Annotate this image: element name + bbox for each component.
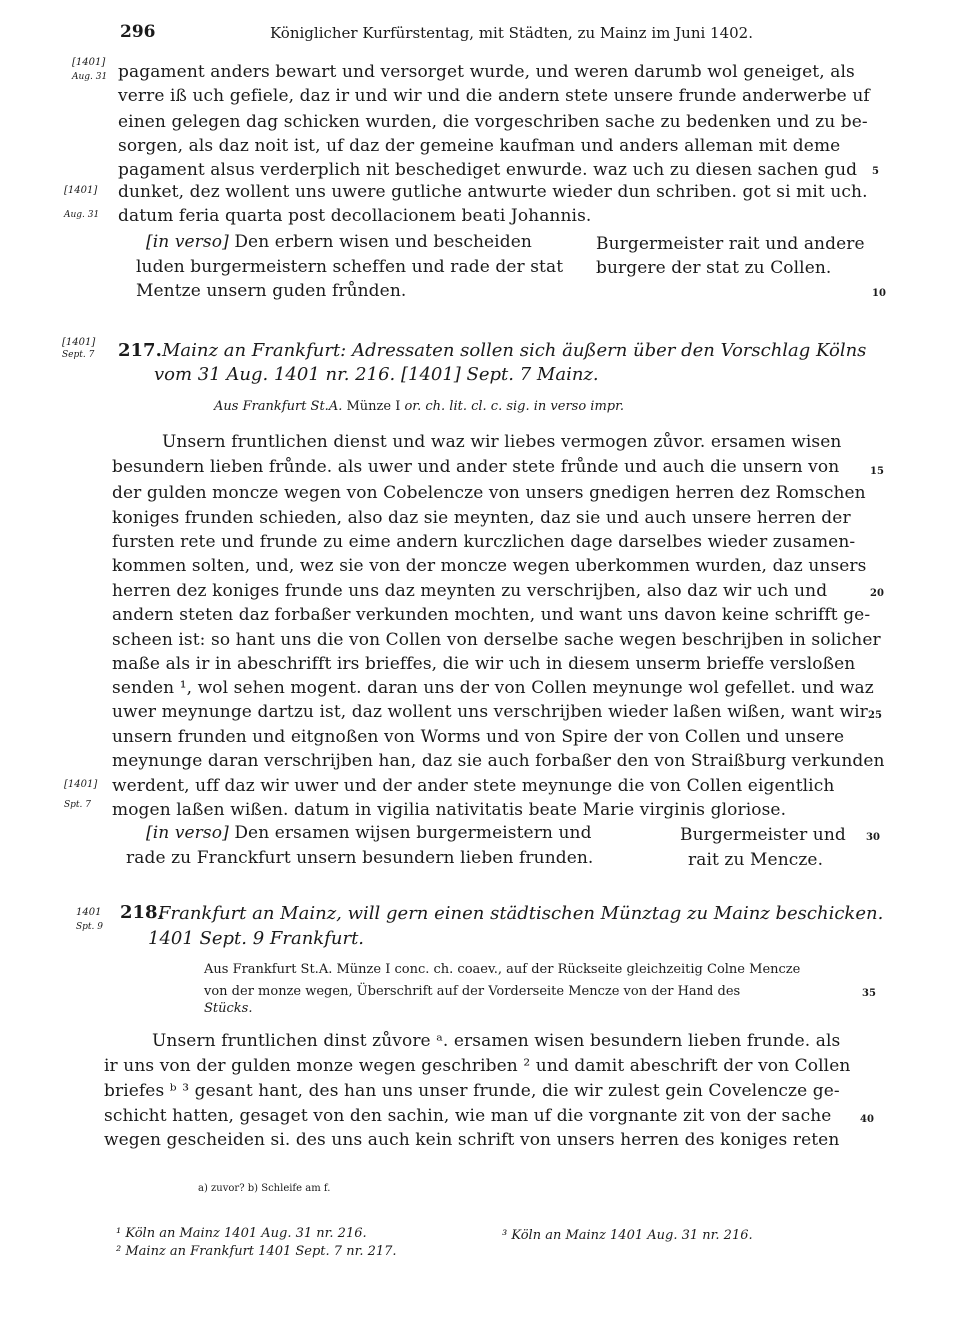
text-line: herren dez koniges frunde uns daz meynten zu verschrijben, also daz wir uch und bbox=[112, 581, 828, 601]
text-line: dunket, dez wollent uns uwere gutliche antwurte wieder dun schriben. got si mit uch. bbox=[118, 182, 868, 202]
source-line: von der monze wegen, Überschrift auf der Vorderseite Mencze von der Hand des bbox=[204, 984, 741, 999]
margin-date-day: Aug. 31 bbox=[64, 210, 100, 220]
address-right: Burgermeister und bbox=[680, 825, 846, 845]
footnote: ¹ Köln an Mainz 1401 Aug. 31 nr. 216. bbox=[116, 1226, 367, 1241]
text-line: koniges frunden schieden, also daz sie meynten, daz sie und auch unsere herren der bbox=[112, 508, 851, 528]
address-left: [in verso] Den erbern wisen und bescheiden bbox=[146, 232, 532, 252]
source-line: Aus Frankfurt St.A. Münze I conc. ch. coaev., auf der Rückseite gleichzeitig Colne Mencze bbox=[204, 962, 801, 977]
text-line: schicht hatten, gesaget von den sachin, wie man uf die vorgnante zit von der sache bbox=[104, 1106, 832, 1126]
margin-date-year: [1401] bbox=[64, 185, 98, 196]
line-number: 5 bbox=[872, 166, 879, 177]
document-number: 217. bbox=[118, 340, 162, 361]
text-line: briefes ᵇ ³ gesant hant, des han uns unser frunde, die wir zulest gein Covelencze ge- bbox=[104, 1081, 840, 1101]
text-line: pagament anders bewart und versorget wurde, und weren darumb wol geneiget, als bbox=[118, 62, 855, 82]
address-right: rait zu Mencze. bbox=[688, 850, 824, 870]
text-line: scheen ist: so hant uns die von Collen von derselbe sache wegen beschrijben in solicher bbox=[112, 630, 881, 650]
source-line: Aus Frankfurt St.A. Münze I or. ch. lit. cl. c. sig. in verso impr. bbox=[214, 399, 625, 414]
text-line: unsern frunden und eitgnoßen von Worms und von Spire der von Collen und unsere bbox=[112, 727, 845, 747]
margin-date-year: [1401] bbox=[72, 57, 106, 68]
line-number: 30 bbox=[866, 832, 880, 843]
line-number: 10 bbox=[872, 288, 886, 299]
text-line: pagament alsus verderplich nit beschediget enwurde. waz uch zu diesen sachen gud bbox=[118, 160, 858, 180]
text-line: Unsern fruntlichen dienst und waz wir liebes vermogen zůvor. ersamen wisen bbox=[162, 432, 842, 452]
running-title: Königlicher Kurfürstentag, mit Städten, zu Mainz im Juni 1402. bbox=[270, 24, 753, 42]
text-line: fursten rete und frunde zu eime andern kurczlichen dage darselbes wieder zusamen- bbox=[112, 532, 856, 552]
address-left: rade zu Franckfurt unsern besundern lieben frunden. bbox=[126, 848, 594, 868]
document-title: 1401 Sept. 9 Frankfurt. bbox=[148, 928, 365, 949]
line-number: 20 bbox=[870, 588, 884, 599]
line-number: 40 bbox=[860, 1114, 874, 1125]
in-verso-label: [in verso] bbox=[146, 232, 229, 252]
text-line: maße als ir in abeschrifft irs brieffes, die wir uch in diesem unserm brieffe versloßen bbox=[112, 654, 856, 674]
margin-date-day: Sept. 7 bbox=[62, 350, 95, 360]
margin-date-day: Aug. 31 bbox=[72, 72, 108, 82]
in-verso-label: [in verso] bbox=[146, 823, 229, 843]
text-line: senden ¹, wol sehen mogent. daran uns der von Collen meynunge wol gefellet. und waz bbox=[112, 678, 874, 698]
margin-date-year: 1401 bbox=[76, 907, 102, 918]
line-number: 25 bbox=[868, 710, 882, 721]
text-line: ir uns von der gulden monze wegen geschriben ² und damit abeschrift der von Collen bbox=[104, 1056, 851, 1076]
document-title: Frankfurt an Mainz, will gern einen städtischen Münztag zu Mainz beschicken. bbox=[158, 903, 884, 924]
document-title: vom 31 Aug. 1401 nr. 216. [1401] Sept. 7 Mainz. bbox=[154, 364, 599, 385]
critical-apparatus: a) zuvor? b) Schleife am f. bbox=[198, 1183, 331, 1194]
text-line: mogen laßen wißen. datum in vigilia nativitatis beate Marie virginis gloriose. bbox=[112, 800, 787, 820]
text-line: kommen solten, und, wez sie von der moncze wegen uberkommen wurden, daz unsers bbox=[112, 556, 867, 576]
address-left: Mentze unsern guden frůnden. bbox=[136, 281, 407, 301]
text-line: der gulden moncze wegen von Cobelencze von unsers gnedigen herren dez Romschen bbox=[112, 483, 866, 503]
footnote: ² Mainz an Frankfurt 1401 Sept. 7 nr. 217. bbox=[116, 1244, 397, 1259]
text-line: verre iß uch gefiele, daz ir und wir und die andern stete unsere frunde anderwerbe uf bbox=[118, 86, 870, 106]
text-line: besundern lieben frůnde. als uwer und ander stete frůnde und auch die unsern von bbox=[112, 457, 840, 477]
address-left: [in verso] Den ersamen wijsen burgermeistern und bbox=[146, 823, 592, 843]
document-number: 218. bbox=[120, 902, 164, 923]
footnote: ³ Köln an Mainz 1401 Aug. 31 nr. 216. bbox=[502, 1228, 753, 1243]
document-title: Mainz an Frankfurt: Adressaten sollen sich äußern über den Vorschlag Kölns bbox=[162, 340, 867, 361]
line-number: 15 bbox=[870, 466, 884, 477]
address-left: luden burgermeistern scheffen und rade der stat bbox=[136, 257, 564, 277]
text-line: werdent, uff daz wir uwer und der ander stete meynunge die von Collen eigentlich bbox=[112, 776, 835, 796]
text-line: einen gelegen dag schicken wurden, die vorgeschriben sache zu bedenken und zu be- bbox=[118, 112, 868, 132]
margin-date-year: [1401] bbox=[62, 337, 96, 348]
address-right: Burgermeister rait und andere bbox=[596, 234, 865, 254]
page-number: 296 bbox=[120, 22, 156, 42]
text-line: Unsern fruntlichen dinst zůvore ᵃ. ersamen wisen besundern lieben frunde. als bbox=[152, 1031, 841, 1051]
text-line: meynunge daran verschrijben han, daz sie auch forbaßer den von Straißburg verkunden bbox=[112, 751, 885, 771]
address-right: burgere der stat zu Collen. bbox=[596, 258, 832, 278]
line-number: 35 bbox=[862, 988, 876, 999]
margin-date-year: [1401] bbox=[64, 779, 98, 790]
source-line: Stücks. bbox=[204, 1001, 253, 1016]
text-line: wegen gescheiden si. des uns auch kein schrift von unsers herren des koniges reten bbox=[104, 1130, 840, 1150]
text-line: andern steten daz forbaßer verkunden mochten, und want uns davon keine schrifft ge- bbox=[112, 605, 871, 625]
margin-date-day: Spt. 7 bbox=[64, 800, 91, 810]
margin-date-day: Spt. 9 bbox=[76, 922, 103, 932]
text-line: uwer meynunge dartzu ist, daz wollent uns verschrijben wieder laßen wißen, want wir bbox=[112, 702, 868, 722]
text-line: datum feria quarta post decollacionem beati Johannis. bbox=[118, 206, 592, 226]
text-line: sorgen, als daz noit ist, uf daz der gemeine kaufman und anders alleman mit deme bbox=[118, 136, 841, 156]
